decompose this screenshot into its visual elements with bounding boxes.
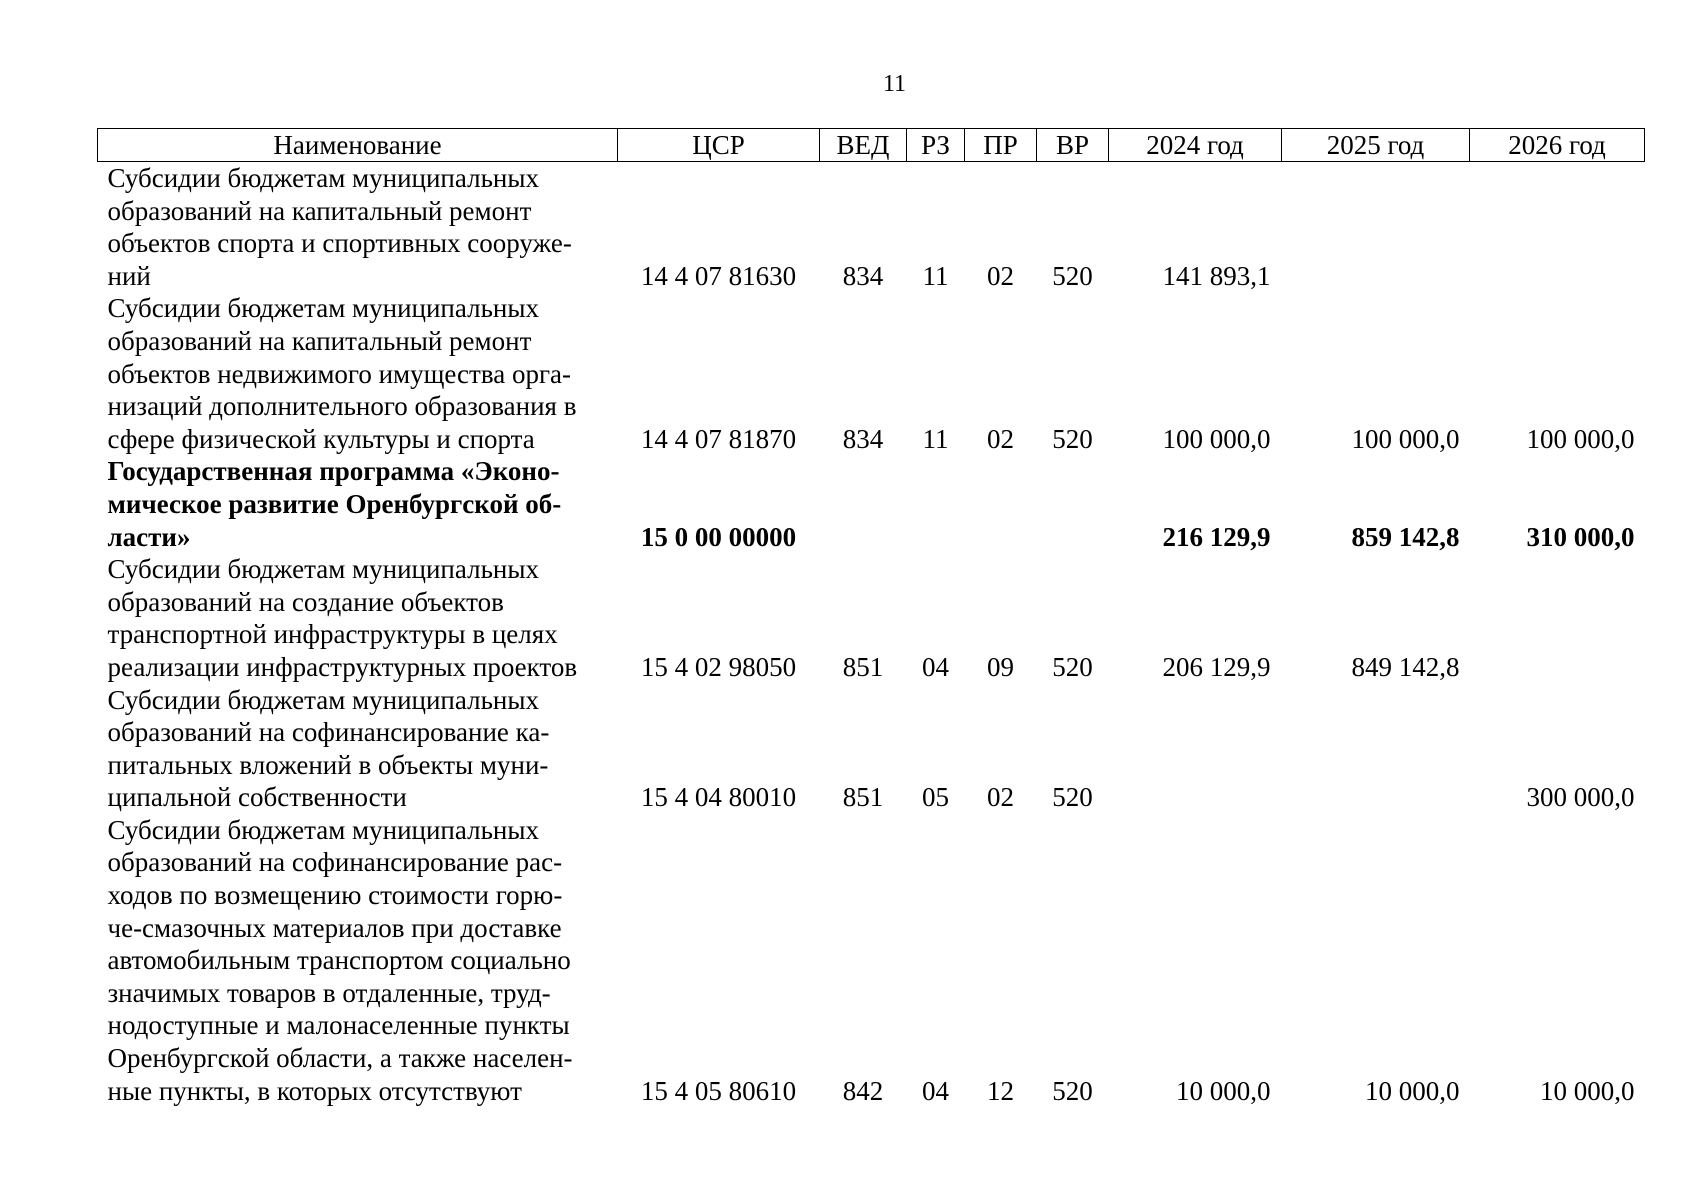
table-body [98,162,1645,1108]
row-ved: 834 [842,260,884,291]
table-row [98,814,1645,1107]
row-2026 [1470,162,1645,293]
row-2025: 10 000,0 [1365,1075,1460,1106]
row-rz: 05 [922,782,949,813]
row-name-line: ципальной собственности [107,782,407,813]
row-pr [965,455,1037,553]
row-name-line: образований на создание объектов [107,586,504,617]
row-name-line: Субсидии бюджетам муниципальных [107,163,539,193]
table-row [98,684,1645,814]
row-name-line: сфере физической культуры и спорта [107,423,535,454]
row-name-line: ласти» [107,521,191,552]
table-row [98,455,1645,553]
row-name-line: Субсидии бюджетам муниципальных [107,554,539,585]
row-name-line: транспортной инфраструктуры в целях [107,619,558,650]
row-name-line: образований на софинансирование рас- [107,847,563,878]
row-pr: 02 [987,423,1014,454]
header-ved: ВЕД [820,129,907,162]
row-pr: 09 [987,651,1014,682]
row-2025 [1282,684,1470,814]
row-name-line: реализации инфраструктурных проектов [107,651,578,682]
row-name-line: Оренбургской области, а также населен- [107,1043,573,1074]
header-vr: ВР [1037,129,1109,162]
row-name [98,292,618,455]
row-2024: 141 893,1 [1162,260,1271,291]
row-ved: 842 [842,1075,884,1106]
row-vr: 520 [1052,651,1093,682]
row-name-line: ходов по возмещению стоимости горю- [107,880,563,911]
row-name [98,553,618,683]
row-2026: 300 000,0 [1526,782,1635,813]
row-name [98,455,618,553]
header-rz: РЗ [907,129,965,162]
header-pr: ПР [965,129,1037,162]
row-rz: 11 [922,423,949,454]
row-name-line: значимых товаров в отдаленные, труд- [107,977,551,1008]
header-2026: 2026 год [1470,129,1645,162]
row-vr [1037,455,1109,553]
row-rz: 11 [922,260,949,291]
row-vr: 520 [1052,782,1093,813]
row-name-line: Субсидии бюджетам муниципальных [107,293,539,324]
row-vr: 520 [1052,1075,1093,1106]
row-vr: 520 [1052,260,1093,291]
row-name-line: питальных вложений в объекты муни- [107,749,549,780]
row-pr: 02 [987,782,1014,813]
row-ved: 834 [842,423,884,454]
row-rz: 04 [922,1075,949,1106]
row-2025 [1282,162,1470,293]
page-number [0,70,1697,98]
row-name-line: че-смазочных материалов при доставке [107,912,562,943]
row-name-line: автомобильным транспортом социально [107,945,571,976]
budget-table [97,128,1645,1107]
row-name [98,814,618,1107]
row-name [98,684,618,814]
row-name-line: Государственная программа «Эконо- [107,456,560,487]
row-csr: 14 4 07 81630 [640,260,797,291]
row-vr: 520 [1052,423,1093,454]
row-name-line: объектов спорта и спортивных сооруже- [107,228,572,259]
row-csr: 15 4 05 80610 [640,1075,797,1106]
row-name-line: образований на капитальный ремонт [107,195,532,226]
row-2025: 100 000,0 [1351,423,1460,454]
row-name-line: нодоступные и малонаселенные пункты [107,1010,570,1041]
header-2024: 2024 год [1109,129,1282,162]
row-rz: 04 [922,651,949,682]
row-csr: 14 4 07 81870 [640,423,797,454]
row-2024: 100 000,0 [1162,423,1271,454]
row-2024: 216 129,9 [1162,521,1271,552]
row-name-line: Субсидии бюджетам муниципальных [107,814,539,845]
row-2024 [1109,684,1282,814]
row-name-line: ний [107,260,151,291]
row-pr: 02 [987,260,1014,291]
row-name [98,162,618,293]
table-row [98,162,1645,293]
table-row [98,292,1645,455]
row-2026: 310 000,0 [1526,521,1635,552]
header-name: Наименование [98,129,618,162]
row-2026: 100 000,0 [1526,423,1635,454]
row-ved: 851 [842,782,884,813]
row-name-line: объектов недвижимого имущества орга- [107,358,572,389]
table-header [98,129,1645,162]
row-2026: 10 000,0 [1540,1075,1635,1106]
row-name-line: образований на софинансирование ка- [107,717,550,748]
row-2024: 10 000,0 [1176,1075,1271,1106]
row-2024: 206 129,9 [1162,651,1271,682]
row-name-line: образований на капитальный ремонт [107,325,532,356]
row-csr: 15 0 00 00000 [640,521,797,552]
row-csr: 15 4 02 98050 [640,651,797,682]
row-name-line: Субсидии бюджетам муниципальных [107,684,539,715]
row-2026 [1470,553,1645,683]
header-2025: 2025 год [1282,129,1470,162]
header-csr: ЦСР [618,129,820,162]
row-name-line: низаций дополнительного образования в [107,391,577,422]
row-2025: 849 142,8 [1351,651,1460,682]
row-name-line: ные пункты, в которых отсутствуют [107,1075,522,1106]
row-csr: 15 4 04 80010 [640,782,797,813]
table-row [98,553,1645,683]
row-name-line: мическое развитие Оренбургской об- [107,488,562,519]
row-ved: 851 [842,651,884,682]
row-rz [907,455,965,553]
row-2025: 859 142,8 [1351,521,1460,552]
page-number-text: 11 [882,71,907,97]
row-pr: 12 [987,1075,1014,1106]
row-ved [820,455,907,553]
